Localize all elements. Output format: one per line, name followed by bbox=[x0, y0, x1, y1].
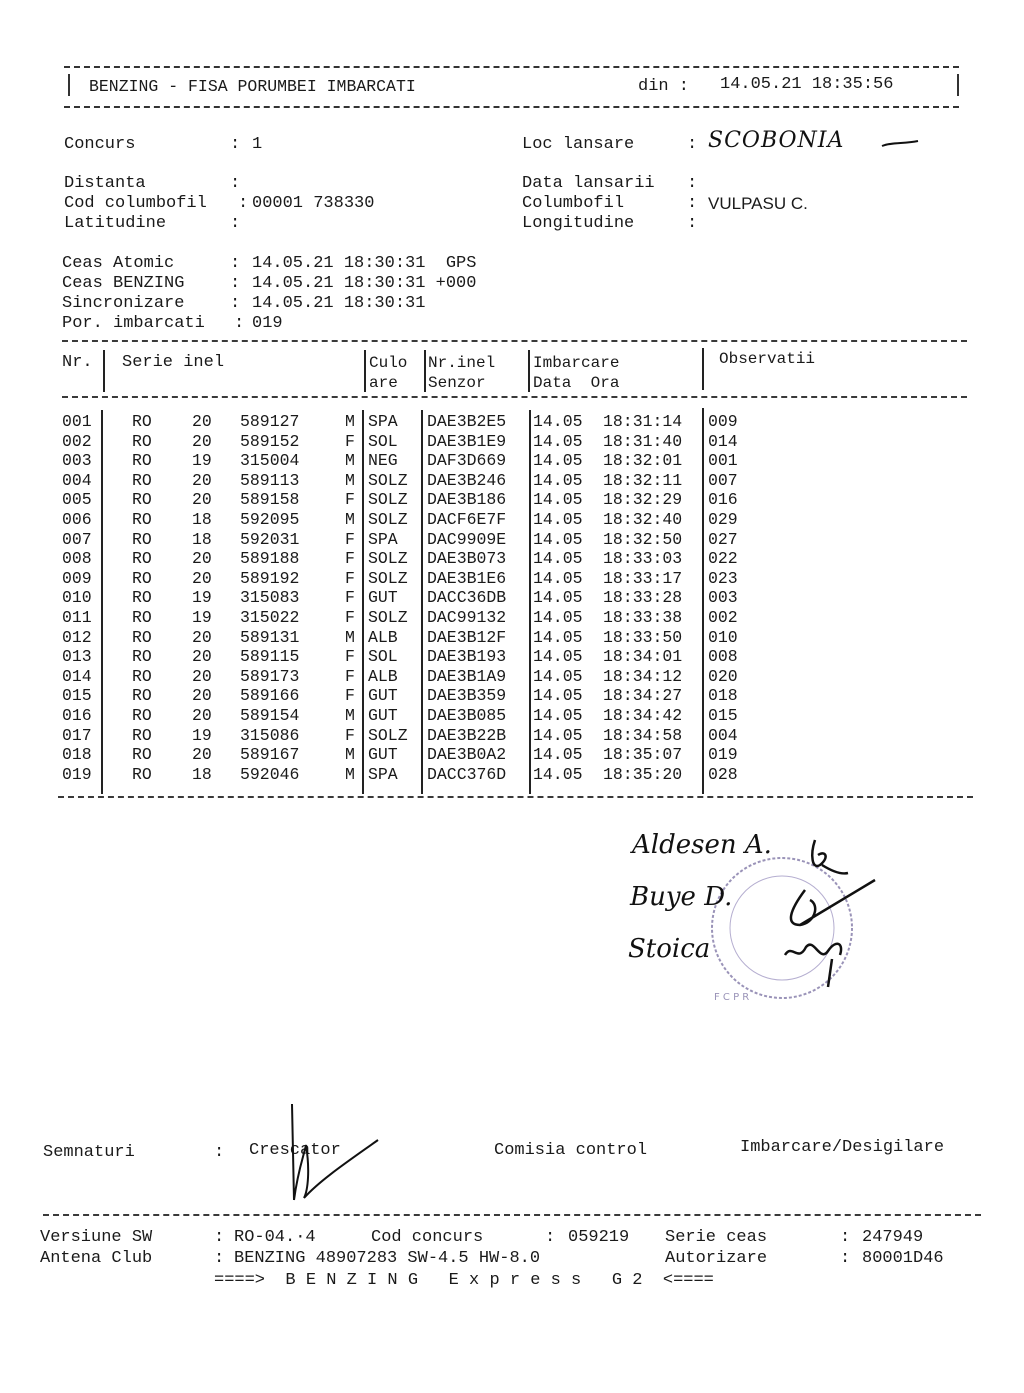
th-imbarcare-2: Data Ora bbox=[533, 374, 620, 392]
row-color: SOL bbox=[368, 647, 398, 667]
row-observation: 018 bbox=[708, 686, 738, 706]
col-sep-culoare bbox=[424, 350, 426, 392]
th-nr-inel-1: Nr.inel bbox=[428, 354, 496, 372]
th-observatii: Observatii bbox=[719, 350, 816, 368]
row-country: RO bbox=[132, 764, 152, 784]
row-sensor-id: DAC99132 bbox=[427, 608, 507, 627]
row-year: 18 bbox=[192, 510, 212, 529]
row-nr: 002 bbox=[62, 431, 92, 451]
row-date: 14.05 bbox=[533, 627, 583, 647]
row-year: 20 bbox=[192, 706, 212, 725]
row-ring-number: 315083 bbox=[240, 588, 300, 608]
row-country: RO bbox=[132, 627, 152, 647]
row-sex: F bbox=[345, 647, 355, 667]
row-ring-number: 315086 bbox=[240, 725, 300, 745]
row-nr: 019 bbox=[62, 764, 92, 784]
antena-club-label: Antena Club bbox=[40, 1249, 153, 1268]
row-color: NEG bbox=[368, 451, 398, 471]
row-sensor-id: DACC376D bbox=[427, 764, 507, 784]
cod-concurs-value: 059219 bbox=[568, 1228, 630, 1247]
benzing-express-banner: ====> B E N Z I N G E x p r e s s G 2 <==== bbox=[214, 1271, 714, 1290]
th-culoare-1: Culo bbox=[369, 354, 408, 372]
comisia-control-label: Comisia control bbox=[494, 1141, 648, 1160]
row-observation: 014 bbox=[708, 431, 738, 451]
row-sensor-id: DAE3B0A2 bbox=[427, 745, 507, 765]
row-nr: 005 bbox=[62, 490, 92, 510]
row-color: SOLZ bbox=[368, 568, 408, 588]
row-date: 14.05 bbox=[533, 431, 583, 451]
crescator-label: Crescator bbox=[249, 1141, 341, 1160]
table-row bbox=[0, 530, 760, 550]
cod-columbofil-value: 00001 738330 bbox=[252, 194, 375, 213]
row-date: 14.05 bbox=[533, 490, 583, 510]
row-sensor-id: DAE3B1A9 bbox=[427, 666, 507, 686]
row-sex: M bbox=[345, 627, 355, 647]
row-date: 14.05 bbox=[533, 529, 583, 549]
row-observation: 023 bbox=[708, 568, 738, 588]
row-sensor-id: DAE3B2E5 bbox=[427, 412, 507, 431]
row-nr: 016 bbox=[62, 706, 92, 725]
concurs-value: 1 bbox=[252, 135, 263, 154]
row-nr: 018 bbox=[62, 745, 92, 765]
row-time: 18:33:17 bbox=[603, 568, 683, 588]
row-observation: 016 bbox=[708, 490, 738, 510]
row-country: RO bbox=[132, 608, 152, 627]
row-sex: M bbox=[345, 510, 355, 529]
header-date-label: din : bbox=[638, 77, 690, 96]
footer-divider bbox=[43, 1214, 981, 1216]
row-sex: M bbox=[345, 470, 355, 490]
por-imbarcati-label: Por. imbarcati bbox=[62, 314, 205, 333]
row-sex: F bbox=[345, 666, 355, 686]
row-color: SOLZ bbox=[368, 510, 408, 529]
row-date: 14.05 bbox=[533, 510, 583, 529]
row-sex: F bbox=[345, 568, 355, 588]
sincronizare-label: Sincronizare bbox=[62, 294, 185, 313]
row-time: 18:32:01 bbox=[603, 451, 683, 471]
cod-concurs-colon: : bbox=[545, 1228, 556, 1247]
antena-club-colon: : bbox=[214, 1249, 225, 1268]
row-time: 18:32:40 bbox=[603, 510, 683, 529]
row-observation: 004 bbox=[708, 725, 738, 745]
header-date-value: 14.05.21 18:35:56 bbox=[720, 75, 894, 94]
semnaturi-label: Semnaturi bbox=[43, 1143, 135, 1162]
data-lansarii-label: Data lansarii bbox=[522, 174, 655, 193]
cod-concurs-label: Cod concurs bbox=[371, 1228, 484, 1247]
row-nr: 008 bbox=[62, 549, 92, 569]
row-nr: 006 bbox=[62, 510, 92, 529]
row-year: 18 bbox=[192, 764, 212, 784]
row-sensor-id: DAE3B186 bbox=[427, 490, 507, 510]
row-time: 18:33:03 bbox=[603, 549, 683, 569]
sincronizare-value: 14.05.21 18:30:31 bbox=[252, 294, 426, 313]
row-nr: 010 bbox=[62, 588, 92, 608]
row-time: 18:34:42 bbox=[603, 706, 683, 725]
row-observation: 009 bbox=[708, 412, 738, 431]
row-observation: 029 bbox=[708, 510, 738, 529]
row-date: 14.05 bbox=[533, 647, 583, 667]
row-year: 20 bbox=[192, 627, 212, 647]
header-right-border bbox=[957, 74, 959, 96]
row-ring-number: 589192 bbox=[240, 568, 300, 588]
semnaturi-colon: : bbox=[214, 1143, 225, 1162]
row-country: RO bbox=[132, 706, 152, 725]
sincronizare-colon: : bbox=[230, 294, 241, 313]
imbarcare-desigilare-label: Imbarcare/Desigilare bbox=[740, 1138, 945, 1157]
row-observation: 001 bbox=[708, 451, 738, 471]
latitudine-label: Latitudine bbox=[64, 214, 167, 233]
row-observation: 028 bbox=[708, 764, 738, 784]
ceas-atomic-label: Ceas Atomic bbox=[62, 254, 175, 273]
row-sex: F bbox=[345, 588, 355, 608]
th-imbarcare-1: Imbarcare bbox=[533, 354, 620, 372]
row-ring-number: 315022 bbox=[240, 608, 300, 627]
por-imbarcati-colon: : bbox=[234, 314, 245, 333]
row-sensor-id: DAE3B1E9 bbox=[427, 431, 507, 451]
row-country: RO bbox=[132, 451, 152, 471]
row-year: 19 bbox=[192, 451, 212, 471]
row-ring-number: 315004 bbox=[240, 451, 300, 471]
row-sensor-id: DAC9909E bbox=[427, 529, 507, 549]
cod-columbofil-colon: : bbox=[238, 194, 249, 213]
antena-club-value: BENZING 48907283 SW-4.5 HW-8.0 bbox=[234, 1249, 541, 1268]
row-nr: 015 bbox=[62, 686, 92, 706]
row-country: RO bbox=[132, 568, 152, 588]
row-date: 14.05 bbox=[533, 412, 583, 431]
col-sep-senzor bbox=[528, 350, 530, 392]
row-time: 18:35:07 bbox=[603, 745, 683, 765]
row-date: 14.05 bbox=[533, 608, 583, 627]
distanta-colon: : bbox=[230, 174, 241, 193]
cod-columbofil-label: Cod columbofil bbox=[64, 194, 207, 213]
row-sex: F bbox=[345, 549, 355, 569]
versiune-sw-label: Versiune SW bbox=[40, 1228, 153, 1247]
table-row bbox=[0, 432, 760, 452]
table-row bbox=[0, 726, 760, 746]
row-time: 18:32:29 bbox=[603, 490, 683, 510]
row-year: 18 bbox=[192, 529, 212, 549]
row-date: 14.05 bbox=[533, 764, 583, 784]
row-country: RO bbox=[132, 412, 152, 431]
row-color: SOLZ bbox=[368, 490, 408, 510]
row-sex: F bbox=[345, 686, 355, 706]
loc-lansare-colon: : bbox=[687, 135, 698, 154]
row-year: 20 bbox=[192, 686, 212, 706]
row-sensor-id: DAE3B073 bbox=[427, 549, 507, 569]
row-ring-number: 589173 bbox=[240, 666, 300, 686]
col-sep-nr bbox=[103, 350, 105, 392]
crescator-signature-stroke bbox=[280, 1100, 390, 1210]
concurs-label: Concurs bbox=[64, 135, 136, 154]
row-year: 20 bbox=[192, 431, 212, 451]
row-ring-number: 589131 bbox=[240, 627, 300, 647]
header-left-border bbox=[68, 74, 70, 96]
ceas-atomic-value: 14.05.21 18:30:31 GPS bbox=[252, 254, 477, 273]
row-nr: 007 bbox=[62, 529, 92, 549]
header-title: BENZING - FISA PORUMBEI IMBARCATI bbox=[89, 77, 416, 96]
row-color: SOL bbox=[368, 431, 398, 451]
row-observation: 027 bbox=[708, 529, 738, 549]
row-sensor-id: DAE3B12F bbox=[427, 627, 507, 647]
serie-ceas-label: Serie ceas bbox=[665, 1228, 768, 1247]
row-sex: M bbox=[345, 706, 355, 725]
stamp-text: F C P R bbox=[714, 992, 750, 1003]
row-sensor-id: DAE3B193 bbox=[427, 647, 507, 667]
row-nr: 012 bbox=[62, 627, 92, 647]
table-row bbox=[0, 412, 760, 432]
versiune-sw-value: RO-04.·4 bbox=[234, 1228, 316, 1247]
row-color: SOLZ bbox=[368, 725, 408, 745]
row-sex: F bbox=[345, 490, 355, 510]
row-date: 14.05 bbox=[533, 568, 583, 588]
row-country: RO bbox=[132, 431, 152, 451]
row-ring-number: 589127 bbox=[240, 412, 300, 431]
loc-lansare-handwritten: SCOBONIA bbox=[708, 128, 845, 153]
table-row bbox=[0, 745, 760, 765]
table-top-divider bbox=[62, 340, 967, 342]
row-time: 18:35:20 bbox=[603, 764, 683, 784]
table-row bbox=[0, 588, 760, 608]
row-year: 20 bbox=[192, 412, 212, 431]
th-nr: Nr. bbox=[62, 353, 93, 372]
commission-initials-strokes bbox=[780, 825, 890, 1005]
ceas-benzing-label: Ceas BENZING bbox=[62, 274, 185, 293]
row-nr: 004 bbox=[62, 470, 92, 490]
row-year: 19 bbox=[192, 608, 212, 627]
row-date: 14.05 bbox=[533, 451, 583, 471]
row-sensor-id: DAE3B359 bbox=[427, 686, 507, 706]
concurs-colon: : bbox=[230, 135, 241, 154]
row-time: 18:33:28 bbox=[603, 588, 683, 608]
row-year: 20 bbox=[192, 490, 212, 510]
ceas-benzing-value: 14.05.21 18:30:31 +000 bbox=[252, 274, 477, 293]
row-color: SPA bbox=[368, 412, 398, 431]
th-culoare-2: are bbox=[369, 374, 398, 392]
row-observation: 002 bbox=[708, 608, 738, 627]
commission-signature-2: Buye D. bbox=[630, 882, 733, 912]
latitudine-colon: : bbox=[230, 214, 241, 233]
data-lansarii-colon: : bbox=[687, 174, 698, 193]
row-sex: F bbox=[345, 725, 355, 745]
row-observation: 007 bbox=[708, 470, 738, 490]
row-time: 18:34:27 bbox=[603, 686, 683, 706]
row-ring-number: 592031 bbox=[240, 529, 300, 549]
row-nr: 014 bbox=[62, 666, 92, 686]
row-year: 20 bbox=[192, 666, 212, 686]
row-observation: 010 bbox=[708, 627, 738, 647]
row-sensor-id: DAE3B22B bbox=[427, 725, 507, 745]
row-nr: 013 bbox=[62, 647, 92, 667]
row-country: RO bbox=[132, 490, 152, 510]
row-country: RO bbox=[132, 588, 152, 608]
autorizare-value: 80001D46 bbox=[862, 1249, 944, 1268]
ceas-atomic-colon: : bbox=[230, 254, 241, 273]
row-sensor-id: DAF3D669 bbox=[427, 451, 507, 471]
row-sensor-id: DACF6E7F bbox=[427, 510, 507, 529]
row-time: 18:33:50 bbox=[603, 627, 683, 647]
row-sex: F bbox=[345, 608, 355, 627]
row-time: 18:34:01 bbox=[603, 647, 683, 667]
row-year: 19 bbox=[192, 725, 212, 745]
row-sex: M bbox=[345, 412, 355, 431]
row-date: 14.05 bbox=[533, 725, 583, 745]
row-sex: F bbox=[345, 529, 355, 549]
row-country: RO bbox=[132, 529, 152, 549]
row-ring-number: 589113 bbox=[240, 470, 300, 490]
row-ring-number: 589166 bbox=[240, 686, 300, 706]
versiune-sw-colon: : bbox=[214, 1228, 225, 1247]
row-sensor-id: DAE3B085 bbox=[427, 706, 507, 725]
row-country: RO bbox=[132, 510, 152, 529]
longitudine-label: Longitudine bbox=[522, 214, 635, 233]
row-observation: 020 bbox=[708, 666, 738, 686]
row-color: ALB bbox=[368, 666, 398, 686]
row-color: GUT bbox=[368, 706, 398, 725]
row-date: 14.05 bbox=[533, 686, 583, 706]
table-row bbox=[0, 706, 760, 726]
row-nr: 017 bbox=[62, 725, 92, 745]
row-nr: 011 bbox=[62, 608, 92, 627]
row-color: GUT bbox=[368, 588, 398, 608]
row-color: GUT bbox=[368, 745, 398, 765]
row-country: RO bbox=[132, 745, 152, 765]
row-color: SOLZ bbox=[368, 470, 408, 490]
table-row bbox=[0, 608, 760, 628]
row-country: RO bbox=[132, 647, 152, 667]
table-row bbox=[0, 647, 760, 667]
table-row bbox=[0, 549, 760, 569]
row-ring-number: 589152 bbox=[240, 431, 300, 451]
serie-ceas-value: 247949 bbox=[862, 1228, 924, 1247]
row-time: 18:32:11 bbox=[603, 470, 683, 490]
row-color: SPA bbox=[368, 764, 398, 784]
row-country: RO bbox=[132, 686, 152, 706]
columbofil-label: Columbofil bbox=[522, 194, 625, 213]
table-row bbox=[0, 451, 760, 471]
row-color: ALB bbox=[368, 627, 398, 647]
columbofil-value: VULPASU C. bbox=[708, 194, 808, 213]
row-date: 14.05 bbox=[533, 706, 583, 725]
serie-ceas-colon: : bbox=[840, 1228, 851, 1247]
row-date: 14.05 bbox=[533, 470, 583, 490]
row-year: 20 bbox=[192, 647, 212, 667]
row-sex: M bbox=[345, 745, 355, 765]
row-time: 18:34:58 bbox=[603, 725, 683, 745]
row-ring-number: 589115 bbox=[240, 647, 300, 667]
row-sensor-id: DAE3B1E6 bbox=[427, 568, 507, 588]
row-year: 20 bbox=[192, 470, 212, 490]
row-observation: 019 bbox=[708, 745, 738, 765]
distanta-label: Distanta bbox=[64, 174, 146, 193]
row-year: 20 bbox=[192, 549, 212, 569]
row-observation: 022 bbox=[708, 549, 738, 569]
row-date: 14.05 bbox=[533, 549, 583, 569]
row-time: 18:34:12 bbox=[603, 666, 683, 686]
row-sex: M bbox=[345, 451, 355, 471]
table-row bbox=[0, 686, 760, 706]
longitudine-colon: : bbox=[687, 214, 698, 233]
row-ring-number: 589154 bbox=[240, 706, 300, 725]
row-nr: 003 bbox=[62, 451, 92, 471]
row-time: 18:31:14 bbox=[603, 412, 683, 431]
row-ring-number: 589167 bbox=[240, 745, 300, 765]
row-country: RO bbox=[132, 549, 152, 569]
row-time: 18:31:40 bbox=[603, 431, 683, 451]
row-country: RO bbox=[132, 666, 152, 686]
table-row bbox=[0, 490, 760, 510]
row-time: 18:32:50 bbox=[603, 529, 683, 549]
col-sep-serie bbox=[364, 350, 366, 392]
por-imbarcati-value: 019 bbox=[252, 314, 283, 333]
commission-signature-1: Aldesen A. bbox=[632, 830, 772, 860]
row-year: 20 bbox=[192, 745, 212, 765]
row-observation: 003 bbox=[708, 588, 738, 608]
autorizare-label: Autorizare bbox=[665, 1249, 768, 1268]
row-ring-number: 589158 bbox=[240, 490, 300, 510]
col-sep-imbarcare bbox=[702, 348, 704, 390]
row-sex: M bbox=[345, 764, 355, 784]
autorizare-colon: : bbox=[840, 1249, 851, 1268]
row-year: 20 bbox=[192, 568, 212, 588]
table-header-divider bbox=[62, 396, 967, 398]
table-row bbox=[0, 667, 760, 687]
row-color: GUT bbox=[368, 686, 398, 706]
row-color: SOLZ bbox=[368, 549, 408, 569]
row-nr: 001 bbox=[62, 412, 92, 431]
row-ring-number: 589188 bbox=[240, 549, 300, 569]
commission-signature-3: Stoica bbox=[628, 934, 711, 964]
th-serie-inel: Serie inel bbox=[122, 353, 225, 372]
row-observation: 015 bbox=[708, 706, 738, 725]
row-ring-number: 592046 bbox=[240, 764, 300, 784]
row-sex: F bbox=[345, 431, 355, 451]
table-row bbox=[0, 569, 760, 589]
row-observation: 008 bbox=[708, 647, 738, 667]
row-color: SOLZ bbox=[368, 608, 408, 627]
columbofil-colon: : bbox=[687, 194, 698, 213]
th-nr-inel-2: Senzor bbox=[428, 374, 486, 392]
table-row bbox=[0, 628, 760, 648]
row-ring-number: 592095 bbox=[240, 510, 300, 529]
row-nr: 009 bbox=[62, 568, 92, 588]
row-country: RO bbox=[132, 470, 152, 490]
table-row bbox=[0, 510, 760, 530]
row-year: 19 bbox=[192, 588, 212, 608]
row-country: RO bbox=[132, 725, 152, 745]
ceas-benzing-colon: : bbox=[230, 274, 241, 293]
row-time: 18:33:38 bbox=[603, 608, 683, 627]
row-sensor-id: DAE3B246 bbox=[427, 470, 507, 490]
row-date: 14.05 bbox=[533, 745, 583, 765]
row-color: SPA bbox=[368, 529, 398, 549]
table-bottom-divider bbox=[58, 796, 973, 798]
loc-lansare-underline-stroke bbox=[880, 138, 920, 150]
table-row bbox=[0, 765, 760, 785]
row-date: 14.05 bbox=[533, 588, 583, 608]
row-sensor-id: DACC36DB bbox=[427, 588, 507, 608]
table-row bbox=[0, 471, 760, 491]
loc-lansare-label: Loc lansare bbox=[522, 135, 635, 154]
row-date: 14.05 bbox=[533, 666, 583, 686]
